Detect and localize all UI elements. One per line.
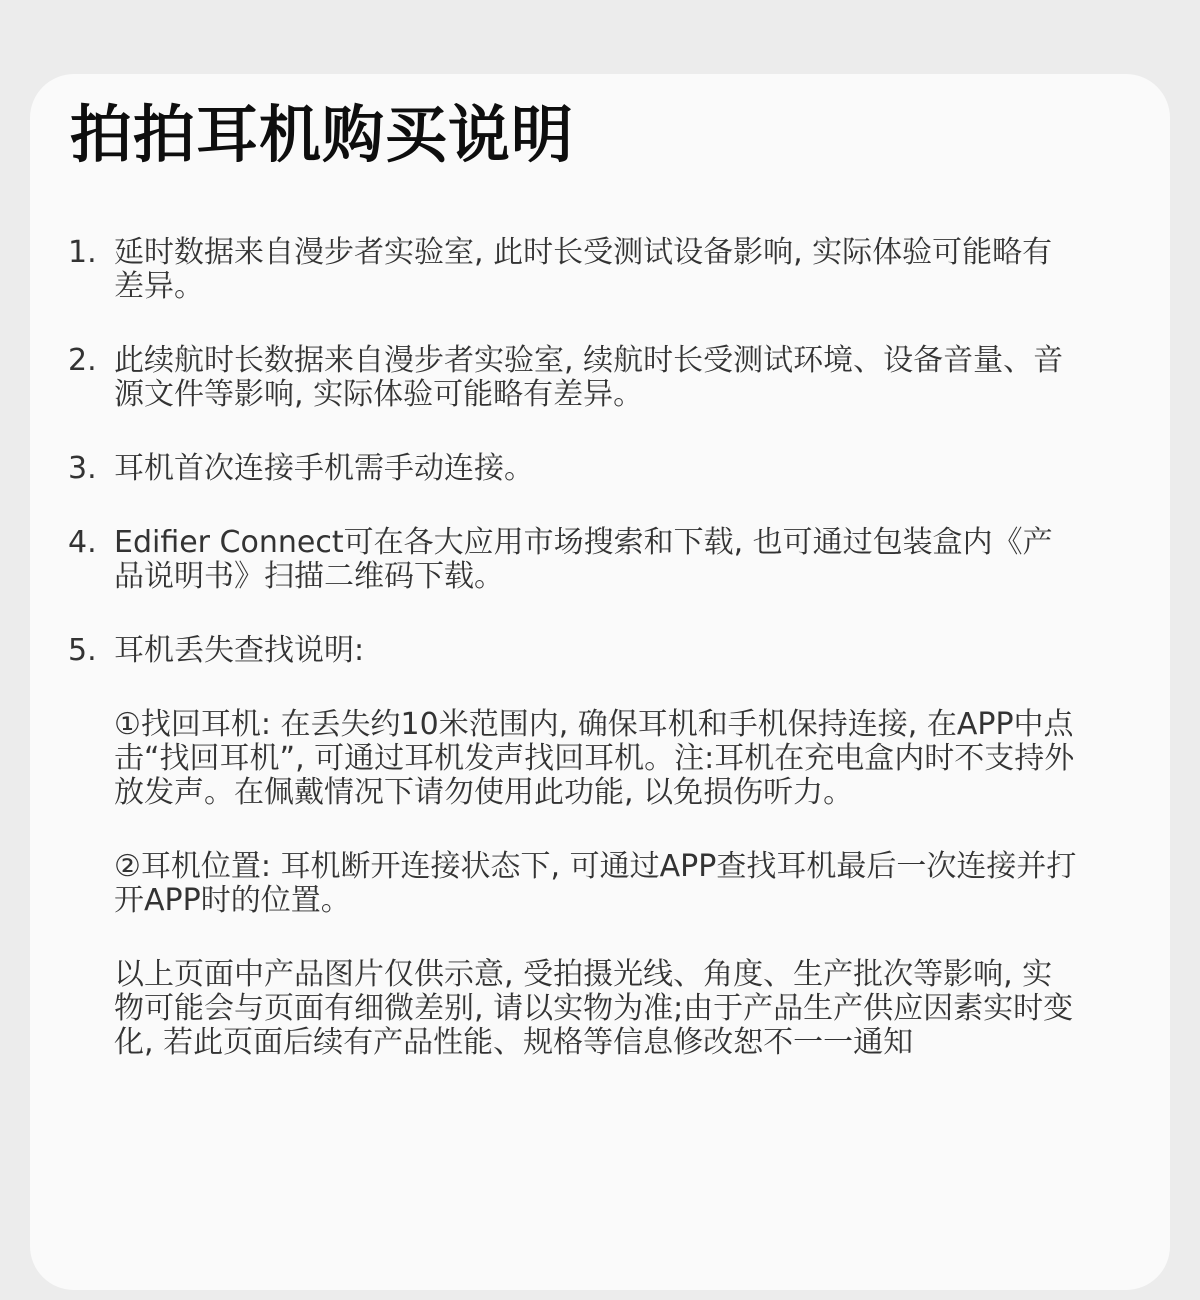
list-item-text: 延时数据来自漫步者实验室, 此时长受测试设备影响, 实际体验可能略有差异。	[114, 235, 1053, 304]
earphone-location-note: ②耳机位置: 耳机断开连接状态下, 可通过APP查找耳机最后一次连接并打开APP时的位置。	[114, 849, 1077, 918]
list-item	[68, 344, 1078, 412]
page-title: 拍拍耳机购买说明	[70, 98, 575, 171]
list-item-number: 4.	[68, 525, 97, 560]
list-item	[68, 526, 1078, 594]
find-earphones-note: ①找回耳机: 在丢失约10米范围内, 确保耳机和手机保持连接, 在APP中点击“找回耳机”, 可通过耳机发声找回耳机。注:耳机在充电盒内时不支持外放发声。在佩戴情况下请勿使用此功能, 以免损伤听力。	[114, 707, 1075, 810]
list-item-number: 1.	[68, 235, 97, 270]
list-item-text: 此续航时长数据来自漫步者实验室, 续航时长受测试环境、设备音量、音源文件等影响, 实际体验可能略有差异。	[114, 343, 1064, 412]
list-item	[68, 634, 1078, 1060]
list-item	[68, 452, 1078, 486]
list-item-text: 耳机首次连接手机需手动连接。	[114, 451, 534, 486]
list-item-number: 3.	[68, 451, 97, 486]
list-item-text: 耳机丢失查找说明:	[114, 633, 365, 668]
list-item-number: 5.	[68, 633, 97, 668]
list-item-number: 2.	[68, 343, 97, 378]
disclaimer-text: 以上页面中产品图片仅供示意, 受拍摄光线、角度、生产批次等影响, 实物可能会与页面有细微差别, 请以实物为准;由于产品生产供应因素实时变化, 若此页面后续有产品性能、规格等信息修改恕不一一通知	[114, 957, 1074, 1060]
list-item-text: Edifier Connect可在各大应用市场搜索和下载, 也可通过包装盒内《产品说明书》扫描二维码下载。	[114, 525, 1053, 594]
instruction-list	[68, 236, 1078, 1100]
list-item	[68, 236, 1078, 304]
